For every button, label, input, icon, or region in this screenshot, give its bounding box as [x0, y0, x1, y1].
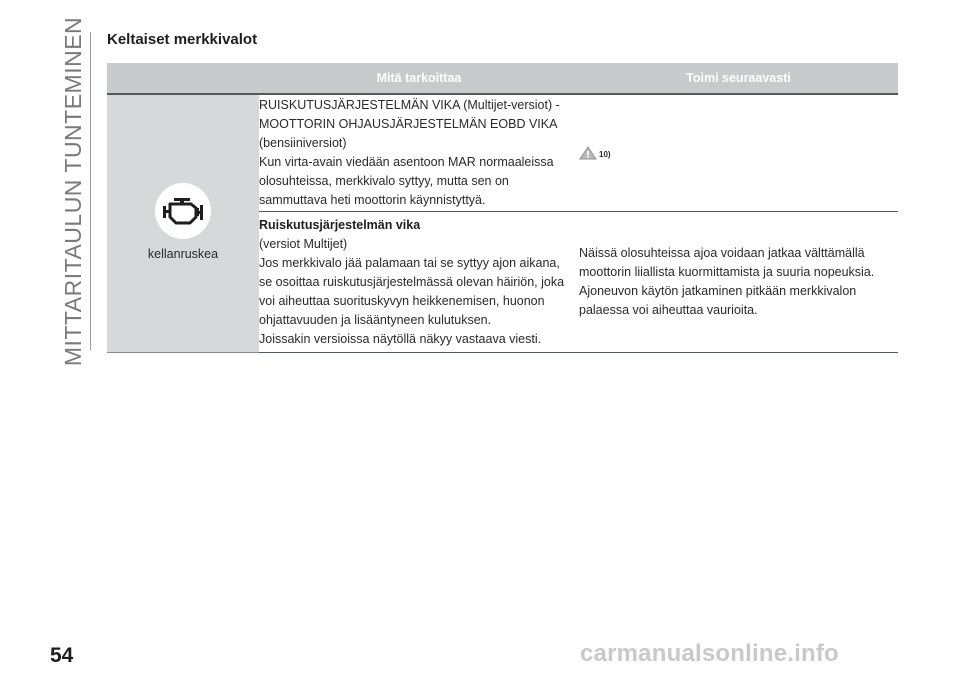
- meaning-cell: [259, 212, 579, 353]
- meaning-line: ohjattavuuden ja lisääntyneen kulutuksen.: [259, 312, 492, 327]
- action-line: Ajoneuvon käytön jatkaminen pitkään merkkivalon: [579, 284, 857, 298]
- engine-check-icon-badge: [155, 183, 211, 239]
- header-action: Toimi seuraavasti: [579, 63, 898, 94]
- meaning-line: Jos merkkivalo jää palamaan tai se syttyy ajon aikana,: [259, 255, 560, 270]
- meaning-line: MOOTTORIN OHJAUSJÄRJESTELMÄN EOBD VIKA: [259, 117, 558, 131]
- table-row: [107, 94, 898, 212]
- meaning-line: voi aiheuttaa suorituskyvyn heikkenemisen, huonon: [259, 293, 545, 308]
- action-cell: [579, 94, 898, 212]
- icon-color-label: kellanruskea: [147, 247, 219, 261]
- engine-check-icon: [160, 197, 206, 225]
- warning-triangle-icon: [579, 146, 597, 160]
- warning-reference: [579, 146, 898, 160]
- action-line: Näissä olosuhteissa ajoa voidaan jatkaa välttämällä: [579, 246, 865, 260]
- meaning-line: (versiot Multijet): [259, 236, 348, 251]
- action-line: moottorin liiallista kuormittamista ja suuria nopeuksia.: [579, 265, 875, 279]
- watermark: carmanualsonline.info: [580, 640, 839, 667]
- meaning-heading: Ruiskutusjärjestelmän vika: [259, 217, 421, 232]
- page-number: 54: [50, 644, 74, 667]
- meaning-line: se osoittaa ruiskutusjärjestelmässä olevan häiriön, joka: [259, 274, 565, 289]
- header-icon-column: [107, 63, 259, 94]
- meaning-line: (bensiiniversiot): [259, 136, 347, 150]
- meaning-line: RUISKUTUSJÄRJESTELMÄN VIKA (Multijet-versiot) -: [259, 98, 560, 112]
- meaning-line: sammuttava heti moottorin käynnistyttyä.: [259, 193, 486, 207]
- action-line: palaessa voi aiheuttaa vaurioita.: [579, 303, 758, 317]
- chapter-divider: [90, 32, 91, 350]
- meaning-line: olosuhteissa, merkkivalo syttyy, mutta sen on: [259, 174, 509, 188]
- warning-reference-number: 10): [599, 150, 611, 159]
- chapter-title-text: MITTARITAULUN TUNTEMINEN: [60, 16, 87, 366]
- icon-cell: [107, 94, 259, 353]
- header-meaning: Mitä tarkoittaa: [259, 63, 579, 94]
- section-title: Keltaiset merkkivalot: [107, 31, 258, 48]
- meaning-line: Kun virta-avain viedään asentoon MAR normaaleissa: [259, 155, 554, 169]
- meaning-cell: [259, 94, 579, 212]
- action-cell: [579, 212, 898, 353]
- chapter-title: [58, 16, 90, 366]
- table-header-row: [107, 63, 898, 94]
- warning-lights-table: [107, 63, 898, 353]
- meaning-line: Joissakin versioissa näytöllä näkyy vastaava viesti.: [259, 331, 542, 346]
